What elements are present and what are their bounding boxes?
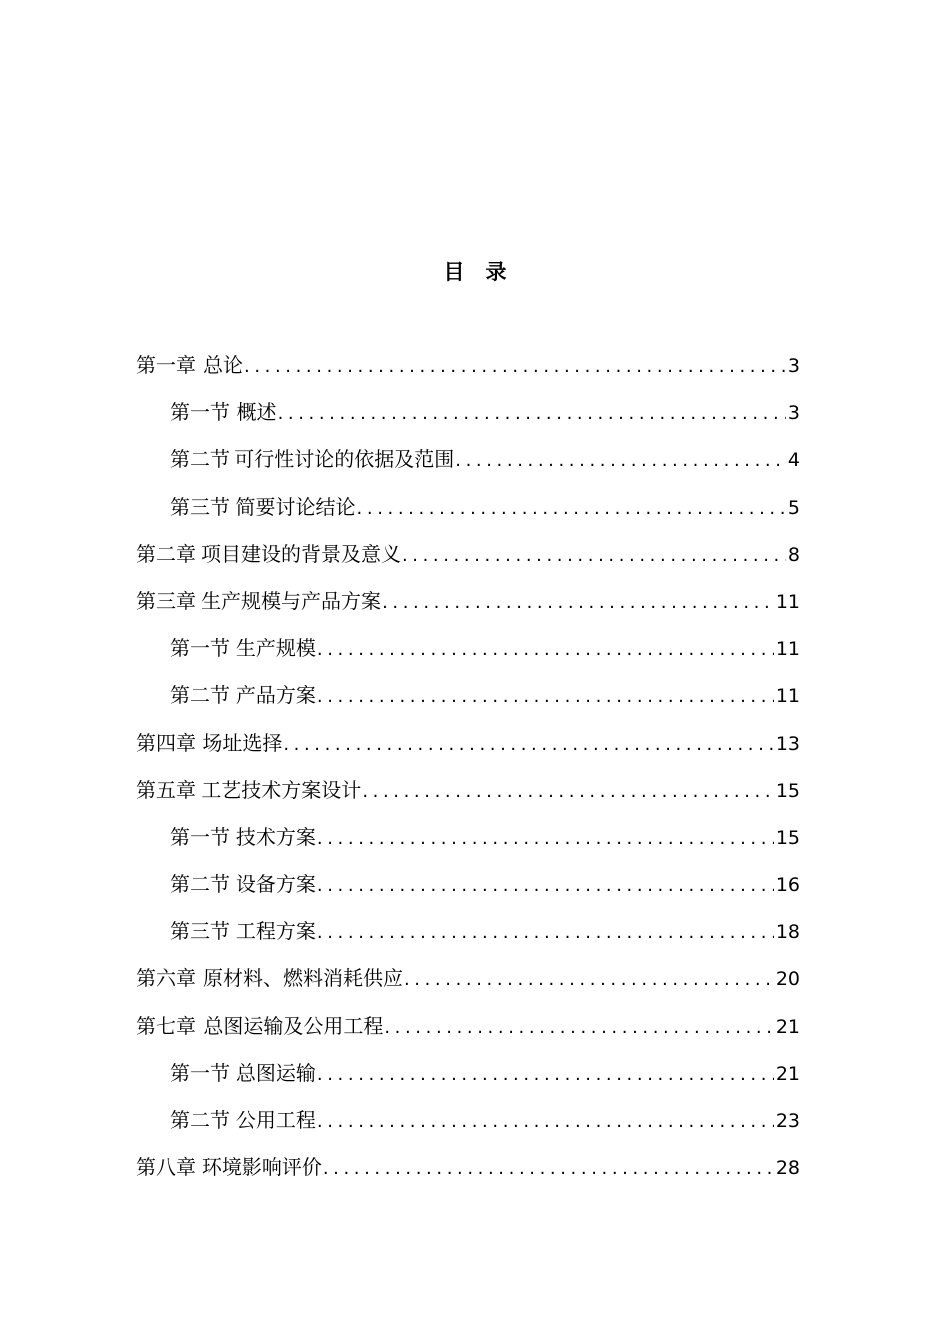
toc-dot-leader [402,537,786,575]
toc-entry-section-5-1[interactable] [136,818,800,865]
toc-entry-label: 第三节 [170,919,230,944]
toc-entry-page: 21 [775,1015,800,1038]
toc-entry-page: 3 [787,402,800,425]
toc-dot-leader [384,1009,773,1047]
toc-dot-leader [244,348,786,386]
toc-entry-section-1-1[interactable] [136,393,800,440]
toc-entry-section-1-3[interactable] [136,488,800,535]
toc-entry-title: 生产规模与产品方案 [201,588,382,613]
toc-title: 目 录 [443,260,507,284]
table-of-contents [136,346,800,1195]
toc-dot-leader [317,867,774,905]
toc-dot-leader [317,1056,774,1094]
toc-entry-title: 总论 [203,353,243,377]
toc-dot-leader [323,1150,774,1188]
toc-entry-page: 4 [787,449,800,472]
toc-entry-chapter-6[interactable] [136,959,800,1006]
toc-entry-label: 第二节 [170,1108,230,1132]
toc-entry-page: 11 [775,590,800,613]
toc-entry-page: 18 [775,921,800,944]
toc-entry-title: 环境影响评价 [201,1155,322,1180]
toc-entry-label: 第一节 [170,636,230,661]
toc-dot-leader [382,584,774,622]
toc-entry-label: 第三节 [170,494,230,519]
toc-dot-leader [317,631,774,669]
toc-entry-title: 总图运输及公用工程 [203,1013,384,1038]
toc-entry-chapter-1[interactable] [136,346,800,393]
toc-entry-page: 5 [787,496,800,519]
toc-entry-title: 总图运输 [235,1060,316,1085]
toc-entry-section-1-2[interactable] [136,440,800,487]
toc-entry-label: 第四章 [136,730,196,755]
toc-entry-chapter-5[interactable] [136,771,800,818]
toc-entry-section-5-2[interactable] [136,865,800,912]
toc-dot-leader [362,773,774,811]
toc-entry-chapter-3[interactable] [136,582,800,629]
toc-entry-label: 第三章 [136,588,196,613]
toc-entry-label: 第一节 [170,824,230,849]
toc-entry-page: 8 [787,543,800,566]
toc-dot-leader [317,678,774,716]
toc-entry-page: 11 [775,685,800,708]
toc-entry-label: 第二章 [136,541,196,566]
toc-dot-leader [317,1103,774,1141]
toc-dot-leader [317,914,774,952]
toc-entry-chapter-8[interactable] [136,1148,800,1195]
toc-entry-label: 第五章 [136,777,196,802]
toc-dot-leader [283,726,773,764]
toc-entry-title: 设备方案 [235,872,316,897]
toc-entry-title: 概述 [236,400,277,425]
toc-entry-section-7-2[interactable] [136,1101,800,1148]
toc-entry-section-7-1[interactable] [136,1054,800,1101]
toc-entry-section-5-3[interactable] [136,912,800,959]
toc-entry-label: 第一节 [170,400,230,425]
toc-entry-page: 21 [775,1062,800,1085]
toc-entry-page: 28 [775,1157,800,1180]
toc-dot-leader [278,395,786,433]
toc-dot-leader [455,442,786,480]
toc-entry-page: 15 [775,826,800,849]
toc-entry-chapter-7[interactable] [136,1007,800,1054]
toc-entry-title: 生产规模 [235,636,316,661]
toc-entry-page: 16 [775,874,800,897]
toc-entry-page: 3 [787,355,800,377]
toc-entry-title: 产品方案 [235,683,316,708]
toc-entry-label: 第二节 [170,683,230,708]
toc-entry-page: 13 [775,732,800,755]
toc-entry-label: 第八章 [136,1155,196,1180]
toc-entry-label: 第六章 [136,966,196,991]
toc-entry-label: 第七章 [136,1013,196,1038]
toc-entry-section-3-1[interactable] [136,629,800,676]
toc-entry-title: 简要讨论结论 [235,494,356,519]
toc-entry-section-3-2[interactable] [136,676,800,723]
toc-entry-title: 可行性讨论的依据及范围 [234,447,455,472]
toc-entry-page: 15 [775,779,800,802]
toc-dot-leader [357,490,786,528]
toc-entry-page: 23 [775,1110,800,1132]
toc-entry-page: 20 [775,968,800,991]
toc-entry-label: 第一章 [136,353,196,377]
toc-dot-leader [317,820,774,858]
toc-entry-title: 技术方案 [235,824,316,849]
toc-entry-label: 第一节 [170,1060,230,1085]
toc-entry-title: 公用工程 [235,1108,316,1132]
toc-entry-title: 项目建设的背景及意义 [200,541,401,566]
toc-entry-page: 11 [775,638,800,661]
toc-entry-title: 工程方案 [235,919,316,944]
toc-entry-title: 场址选择 [202,730,283,755]
toc-dot-leader [404,961,774,999]
toc-entry-chapter-4[interactable] [136,724,800,771]
toc-entry-label: 第二节 [170,872,230,897]
toc-entry-title: 工艺技术方案设计 [201,777,362,802]
toc-entry-title: 原材料、燃料消耗供应 [202,966,403,991]
toc-entry-label: 第二节 [170,447,230,472]
toc-entry-chapter-2[interactable] [136,535,800,582]
